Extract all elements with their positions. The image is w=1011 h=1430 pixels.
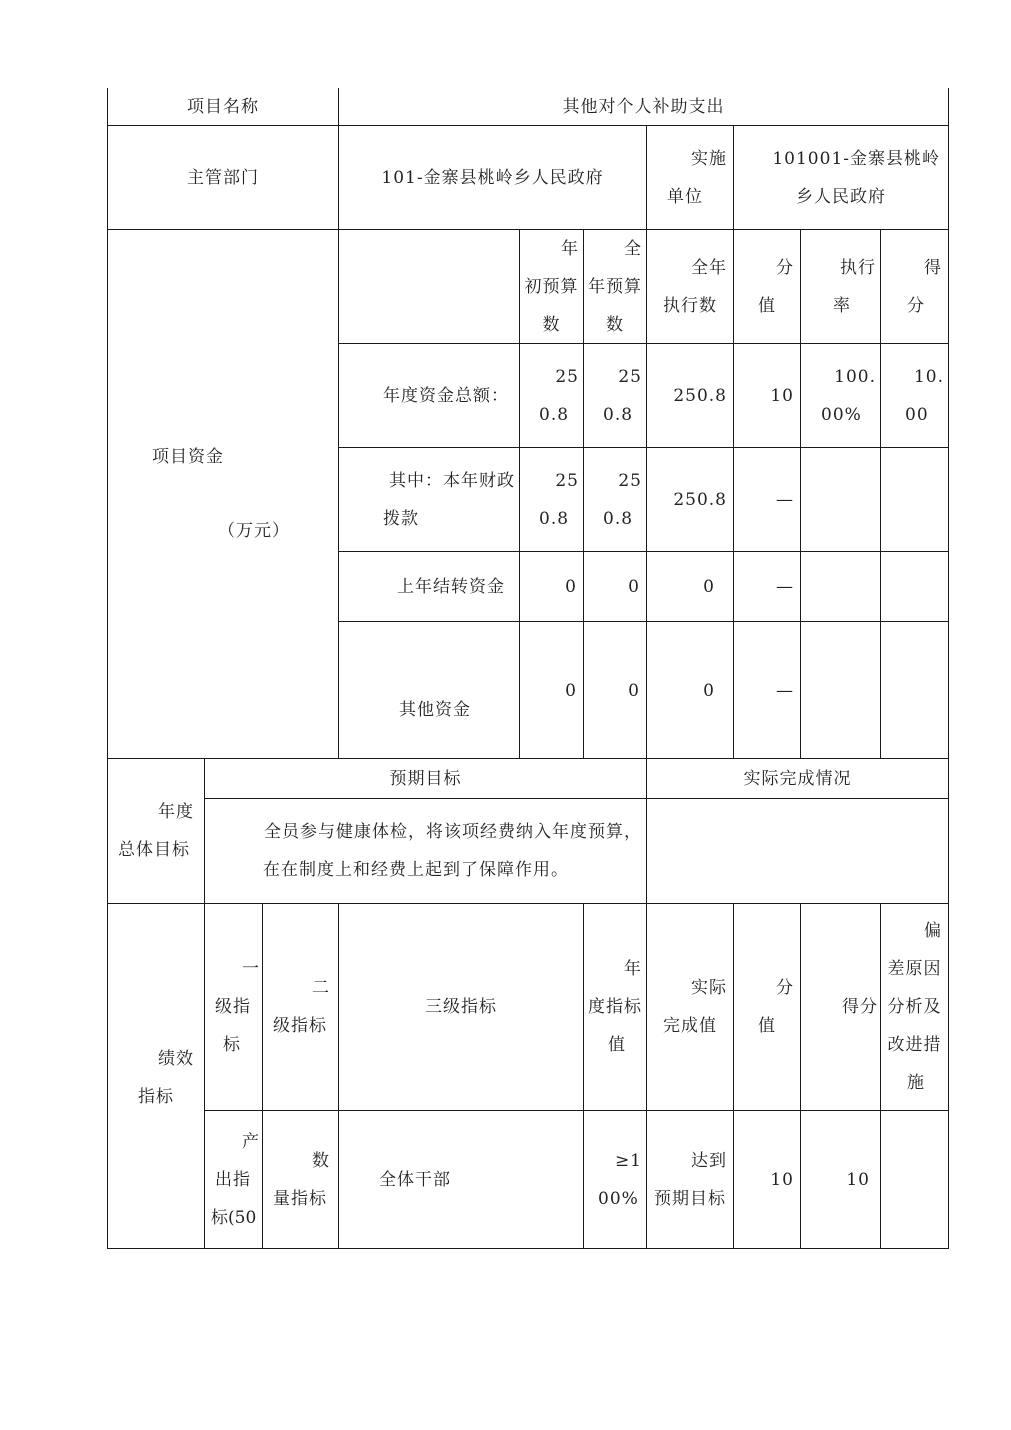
fund-row-exec: 0: [703, 681, 715, 701]
impl-unit-value: [734, 126, 948, 229]
perf-row-level1-l3: 标(50: [211, 1207, 257, 1228]
header-score-value: [734, 230, 800, 343]
fund-row-initial-l1: 25: [555, 366, 579, 387]
header-score-value-l2: 值: [758, 295, 776, 316]
header-exec-l1: 全年: [691, 257, 727, 278]
fund-row-initial-l2: 0.8: [539, 404, 570, 425]
fund-row-label: 上年结转资金: [397, 576, 505, 597]
fund-row-rate-l2: 00%: [821, 404, 862, 425]
header-target-l2: 度指标: [588, 997, 642, 1017]
header-deviation-l5: 施: [907, 1073, 925, 1093]
header-target: [584, 904, 646, 1110]
actual-status-text: [647, 799, 948, 903]
header-full-budget-l1: 全: [624, 238, 642, 259]
fund-row-initial: 0: [565, 681, 577, 701]
perf-label-l1: 绩效: [158, 1049, 194, 1069]
fund-row-label: [339, 448, 519, 551]
perf-row-target-l1: ≥1: [614, 1150, 642, 1171]
header-target-l1: 年: [624, 959, 642, 979]
header-perf-score: 得分: [842, 997, 878, 1017]
fund-row-initial: [520, 448, 583, 551]
header-level2-l2: 级指标: [273, 1016, 327, 1036]
impl-unit-label-line1: 实施: [691, 148, 727, 169]
header-level3: 三级指标: [425, 997, 497, 1017]
perf-row-level2-l1: 数: [312, 1150, 330, 1171]
fund-row-full-l1: 25: [618, 470, 642, 491]
header-deviation: [881, 904, 948, 1110]
header-deviation-l4: 改进措: [887, 1035, 942, 1055]
header-initial-budget-l1: 年: [561, 238, 579, 259]
fund-row-full: [584, 448, 646, 551]
header-perf-score-value-l2: 值: [758, 1016, 776, 1036]
header-full-budget-l2: 年预算: [588, 276, 642, 297]
impl-unit-value-line1: 101001-金寨县桃岭: [772, 148, 940, 169]
header-initial-budget-l2: 初预算: [524, 276, 579, 297]
fund-row-full-l2: 0.8: [603, 404, 634, 425]
fund-row-score-l2: 00: [905, 404, 929, 425]
fund-row-rate: [801, 344, 880, 447]
header-full-budget: [584, 230, 646, 343]
header-score-l1: 得: [924, 257, 942, 278]
header-deviation-l1: 偏: [924, 921, 942, 941]
fund-row-rate-l1: 100.: [834, 366, 876, 387]
perf-row-level2-l2: 量指标: [273, 1188, 327, 1209]
perf-row-score-value: 10: [770, 1169, 794, 1190]
fund-row-full: [584, 344, 646, 447]
expected-goal-line2: 在在制度上和经费上起到了保障作用。: [263, 860, 569, 880]
fund-row-score-value: 10: [770, 385, 794, 406]
perf-row-level3: 全体干部: [379, 1169, 451, 1190]
perf-row-level1: [205, 1111, 262, 1248]
perf-row-score: 10: [846, 1169, 870, 1190]
fund-row-label-l1: 其中：本年财政: [389, 470, 515, 491]
goal-label-l1: 年度: [158, 802, 194, 822]
header-level1: [205, 904, 262, 1110]
dept-label: 主管部门: [187, 167, 259, 188]
fund-row-initial-l1: 25: [555, 470, 579, 491]
header-perf-score-value-l1: 分: [776, 978, 794, 998]
header-exec-rate-l2: 率: [833, 295, 851, 316]
fund-row-score-l1: 10.: [913, 366, 944, 387]
header-level1-l1: 一: [242, 959, 260, 979]
project-name-value: 其他对个人补助支出: [562, 96, 725, 117]
fund-row-label: 年度资金总额：: [383, 385, 509, 406]
header-actual-value: [647, 904, 733, 1110]
fund-row-initial: [520, 344, 583, 447]
fund-row-label-l2: 拨款: [383, 508, 419, 529]
fund-row-exec: 0: [703, 576, 715, 597]
header-level1-l2: 级指: [215, 997, 251, 1017]
header-exec: [647, 230, 733, 343]
header-full-budget-l3: 数: [606, 314, 624, 335]
fund-row-score-value: —: [776, 681, 794, 701]
fund-row-exec: 250.8: [673, 489, 727, 510]
perf-row-target-l2: 00%: [598, 1188, 639, 1209]
header-score-l2: 分: [907, 295, 925, 316]
header-target-l3: 值: [608, 1035, 626, 1055]
expected-goal-line1: 全员参与健康体检，将该项经费纳入年度预算，: [264, 822, 642, 842]
fund-row-exec: 250.8: [673, 385, 727, 406]
header-exec-l2: 执行数: [663, 295, 717, 316]
line: [948, 88, 949, 1249]
header-initial-budget: [520, 230, 583, 343]
expected-goal-header: 预期目标: [389, 768, 462, 789]
fund-row-score: [881, 344, 948, 447]
header-level1-l3: 标: [223, 1035, 241, 1055]
impl-unit-label: [647, 126, 733, 229]
header-exec-rate-l1: 执行: [840, 257, 876, 278]
header-actual-value-l2: 完成值: [663, 1016, 717, 1036]
dept-value: 101-金寨县桃岭乡人民政府: [381, 167, 604, 188]
header-exec-rate: [801, 230, 880, 343]
project-name-label: 项目名称: [187, 96, 259, 117]
perf-row-actual-l1: 达到: [691, 1150, 727, 1171]
header-score-value-l1: 分: [776, 257, 794, 278]
header-deviation-l2: 差原因: [887, 959, 942, 979]
fund-row-initial-l2: 0.8: [539, 508, 570, 529]
perf-row-deviation: [881, 1111, 948, 1248]
perf-label: [108, 1040, 204, 1116]
funds-label: [108, 230, 338, 758]
header-perf-score-value: [734, 904, 800, 1110]
perf-label-l2: 指标: [138, 1087, 174, 1107]
goal-label: [108, 759, 204, 903]
perf-row-level1-l2: 出指: [215, 1169, 251, 1190]
header-level2-l1: 二: [312, 978, 330, 998]
fund-row-full: 0: [628, 681, 640, 701]
goal-label-l2: 总体目标: [118, 840, 190, 860]
perf-row-actual-l2: 预期目标: [654, 1188, 726, 1209]
line: [338, 621, 949, 622]
actual-status-header: 实际完成情况: [743, 768, 852, 789]
perf-row-level1-l1: 产: [242, 1131, 260, 1152]
perf-row-actual: [647, 1111, 733, 1248]
header-score: [881, 230, 948, 343]
fund-row-full-l2: 0.8: [603, 508, 634, 529]
impl-unit-label-line2: 单位: [667, 186, 703, 207]
fund-row-full-l1: 25: [618, 366, 642, 387]
header-actual-value-l1: 实际: [691, 978, 727, 998]
fund-row-full: 0: [628, 576, 640, 597]
funds-label-line2: （万元）: [218, 521, 290, 541]
funds-label-line1: 项目资金: [152, 447, 224, 467]
fund-row-score-value: —: [776, 576, 794, 597]
line: [107, 1248, 949, 1249]
fund-row-initial: 0: [565, 576, 577, 597]
header-level2: [263, 904, 338, 1110]
header-initial-budget-l3: 数: [542, 314, 561, 335]
impl-unit-value-line2: 乡人民政府: [796, 186, 886, 207]
header-deviation-l3: 分析及: [887, 997, 942, 1017]
fund-row-score-value: —: [776, 489, 794, 510]
expected-goal-text: [205, 799, 646, 903]
fund-row-label: 其他资金: [399, 700, 471, 720]
perf-row-target: [584, 1111, 646, 1248]
perf-row-level2: [263, 1111, 338, 1248]
